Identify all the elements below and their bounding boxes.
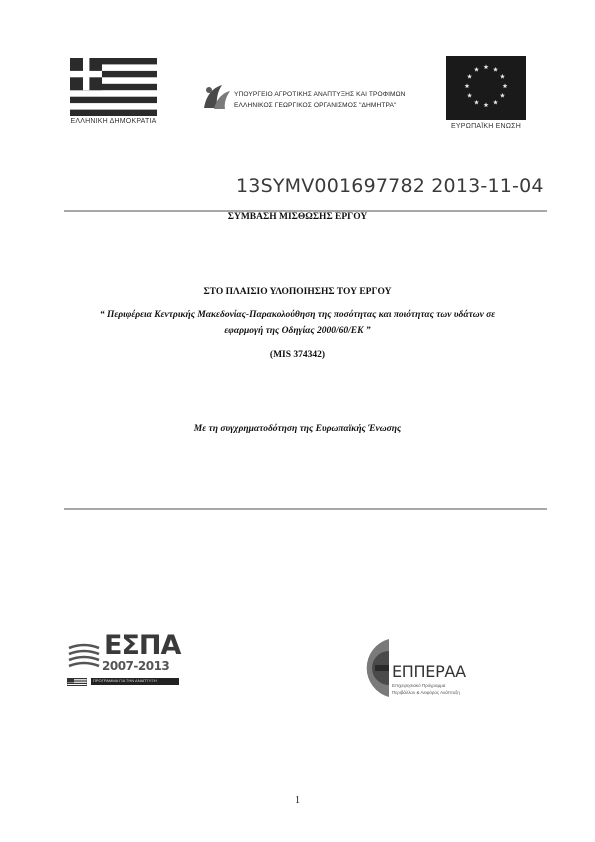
eu-star-icon <box>503 83 508 88</box>
mis-code: (MIS 374342) <box>269 350 326 360</box>
greek-flag-caption: ΕΛΛΗΝΙΚΗ ΔΗΜΟΚΡΑΤΙΑ <box>70 118 157 125</box>
greek-flag-icon <box>70 58 157 116</box>
espa-waves-icon <box>67 640 101 674</box>
eu-star-icon <box>465 83 470 88</box>
project-title-line-2: εφαρμογή της Οδηγίας 2000/60/ΕΚ ” <box>224 326 371 336</box>
ministry-organisation: ΕΛΛΗΝΙΚΟΣ ΓΕΩΡΓΙΚΟΣ ΟΡΓΑΝΙΣΜΟΣ "ΔΗΜΗΤΡΑ" <box>234 102 397 109</box>
body-divider <box>64 508 547 510</box>
epperaa-subtitle-1: Επιχειρησιακό Πρόγραμμα <box>392 683 446 688</box>
eu-star-icon <box>493 67 498 72</box>
contract-title: ΣΥΜΒΑΣΗ ΜΙΣΘΩΣΗΣ ΕΡΓΟΥ <box>227 212 368 222</box>
espa-wordmark: ΕΣΠΑ <box>104 630 181 661</box>
epperaa-wordmark: ΕΠΠΕΡΑΑ <box>392 662 466 681</box>
ministry-emblem-icon <box>200 82 232 112</box>
espa-bar-text: ΠΡΟΓΡΑΜΜΑ ΓΙΑ ΤΗΝ ΑΝΑΠΤΥΞΗ <box>93 678 157 683</box>
small-greek-flag-icon <box>67 678 87 686</box>
ministry-name: ΥΠΟΥΡΓΕΙΟ ΑΓΡΟΤΙΚΗΣ ΑΝΑΠΤΥΞΗΣ ΚΑΙ ΤΡΟΦΙΜΩΝ <box>234 91 406 98</box>
ministry-logo <box>200 82 406 114</box>
eu-star-icon <box>484 102 489 107</box>
eu-flag-logo <box>446 56 526 120</box>
eu-star-icon <box>467 93 472 98</box>
espa-years: 2007-2013 <box>102 659 170 673</box>
epperaa-subtitle-2: Περιβάλλον & Αειφόρος Ανάπτυξη <box>392 690 460 695</box>
espa-bar <box>91 678 179 685</box>
eu-star-icon <box>484 64 489 69</box>
eu-star-icon <box>493 100 498 105</box>
eu-flag-caption: ΕΥΡΩΠΑΪΚΗ ΕΝΩΣΗ <box>451 123 521 130</box>
greek-flag-logo <box>70 58 157 116</box>
epperaa-emblem-icon <box>355 637 389 699</box>
eu-star-icon <box>500 93 505 98</box>
document-id: 13SYMV001697782 2013-11-04 <box>236 175 544 197</box>
eu-star-icon <box>467 74 472 79</box>
page-number: 1 <box>295 795 300 806</box>
framework-line: ΣΤΟ ΠΛΑΙΣΙΟ ΥΛΟΠΟΙΗΣΗΣ ΤΟΥ ΕΡΓΟΥ <box>203 287 392 297</box>
espa-logo <box>67 630 181 688</box>
eu-stars-icon <box>446 56 526 120</box>
epperaa-logo <box>355 637 485 701</box>
cofunding-statement: Με τη συγχρηματοδότηση της Ευρωπαϊκής Ένωσης <box>193 424 402 434</box>
project-title-line-1: “ Περιφέρεια Κεντρικής Μακεδονίας-Παρακολούθηση της ποσότητας και ποιότητας των υδάτων σε <box>99 310 496 320</box>
eu-star-icon <box>500 74 505 79</box>
eu-star-icon <box>474 67 479 72</box>
eu-star-icon <box>474 100 479 105</box>
